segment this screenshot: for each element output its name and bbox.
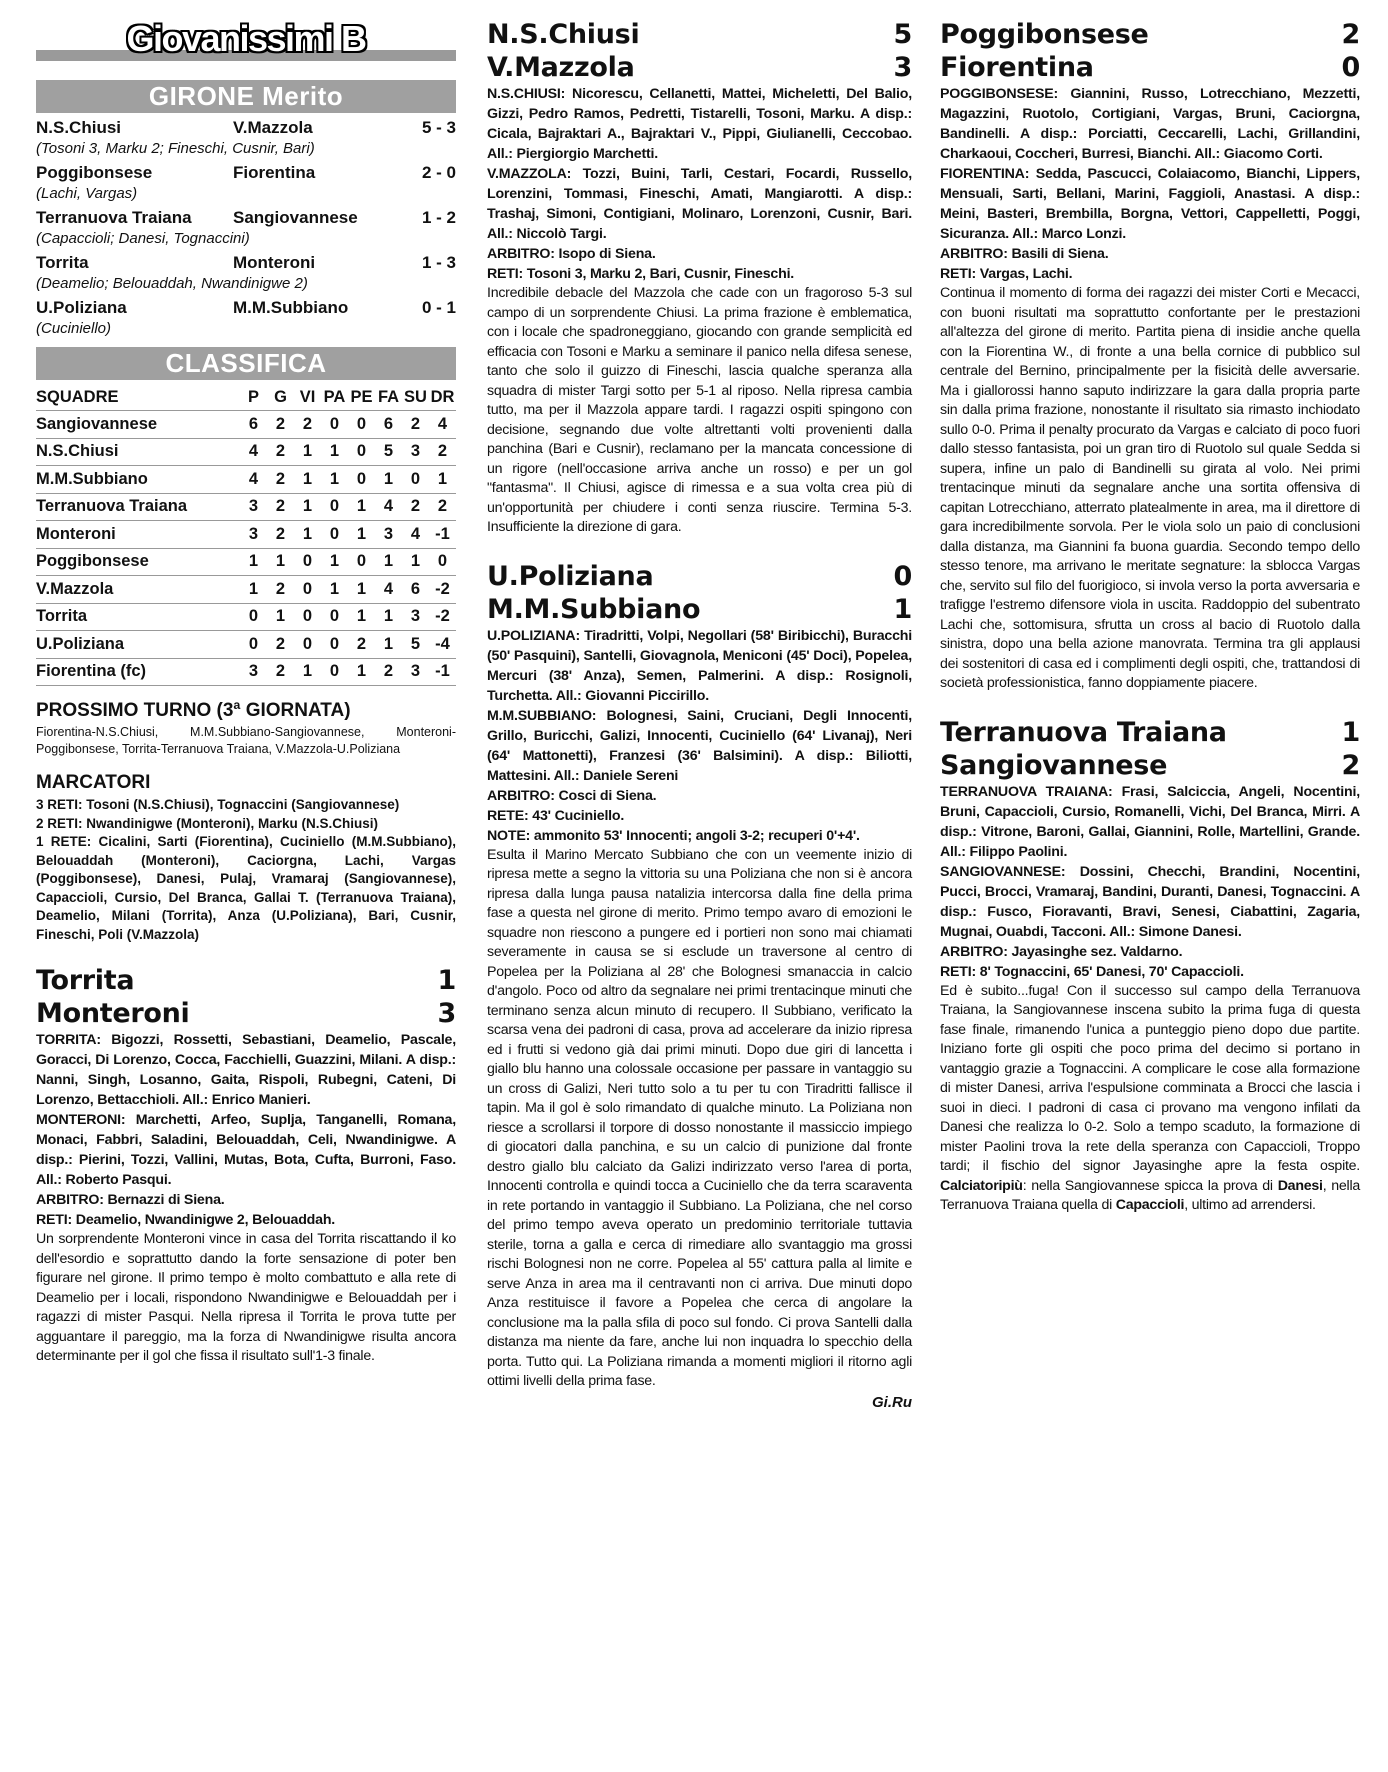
lineup-home: U.POLIZIANA: Tiradritti, Volpi, Negollari (58' Biribicchi), Buracchi (50' Pasquini), Santelli, Giovagnola, Meniconi (45' Doci), Popelea, Mercuri (38' Anza), Semen, Palmerini. A disp.: Rosignoli, Turchetta. All.: Giovanni Piccirillo. bbox=[487, 627, 912, 704]
match-team-away bbox=[487, 593, 912, 626]
standings-value: 1 bbox=[348, 576, 375, 604]
standings-value: 5 bbox=[402, 631, 429, 659]
report-body: Incredibile debacle del Mazzola che cade con un fragoroso 5-3 sul campo di un sorprendente Chiusi. La prima frazione è emblematica, con i locale che spadroneggiano, giocando con grande semplicità ed efficacia con Tosoni e Marku a seminare il panico nella difesa senese, tanto che solo il guizzo di Fineschi, lascia qualche speranza alla squadra di mister Targi sotto per 5-1 al riposo. Nella ripresa cambia tutto, ma per il Mazzola appare tardi. I ragazzi ospiti spingono con decisione, segnando due volte altrettanti volti provenienti dalla panchina (Bari e Cusnir), reclamano per la mancata concessione di un rigore (nell'occasione arriva anche un rosso) e per un gol "fantasma". Il Chiusi, agisce di rimessa e a sua volta crea più di un'opportunità per chiudere i conti senza riuscire. Termina 5-3. Insufficiente la direzione di gara. bbox=[487, 285, 912, 535]
standings-value: 1 bbox=[321, 548, 348, 576]
standings-row bbox=[36, 603, 456, 631]
standings-value: 1 bbox=[429, 466, 456, 494]
match-team-home bbox=[487, 18, 912, 51]
page-title: Giovanissimi B bbox=[126, 18, 366, 59]
standings-value: 0 bbox=[321, 411, 348, 439]
result-scorers: (Tosoni 3, Marku 2; Fineschi, Cusnir, Bari) bbox=[36, 140, 315, 157]
goals: RETI: 8' Tognaccini, 65' Danesi, 70' Capaccioli. bbox=[940, 963, 1244, 980]
standings-value: 0 bbox=[321, 521, 348, 549]
standings-value: 0 bbox=[321, 603, 348, 631]
column-3 bbox=[940, 18, 1360, 1216]
standings-value: 1 bbox=[321, 438, 348, 466]
standings-value: 1 bbox=[321, 466, 348, 494]
standings-header-row bbox=[36, 384, 456, 411]
result-scorers: (Capaccioli; Danesi, Tognaccini) bbox=[36, 230, 250, 247]
results-list bbox=[36, 117, 456, 339]
standings-value: 1 bbox=[294, 466, 321, 494]
standings-value: 3 bbox=[240, 493, 267, 521]
standings-value: 0 bbox=[348, 438, 375, 466]
standings-team: M.M.Subbiano bbox=[36, 466, 240, 494]
standings-value: 2 bbox=[267, 438, 294, 466]
match-team-away bbox=[940, 749, 1360, 782]
lineup-away: M.M.SUBBIANO: Bolognesi, Saini, Cruciani, Degli Innocenti, Grillo, Buricchi, Galizi, Innocenti, Cuciniello (64' Livanaj), Neri (64' Mattonetti), Franzesi (36' Balsimini). A disp.: Biliotti, Mattesini. All.: Daniele Sereni bbox=[487, 707, 912, 784]
result-home-team: N.S.Chiusi bbox=[36, 118, 122, 137]
girone-heading: GIRONE Merito bbox=[36, 80, 456, 113]
match-report-terranuova bbox=[940, 716, 1360, 1216]
result-score: 0 - 1 bbox=[421, 298, 456, 317]
standings-value: 1 bbox=[348, 493, 375, 521]
standings-value: -1 bbox=[429, 521, 456, 549]
standings-value: 4 bbox=[240, 466, 267, 494]
result-row bbox=[36, 207, 456, 229]
home-score: 2 bbox=[1341, 19, 1360, 50]
home-score: 1 bbox=[1341, 716, 1360, 748]
match-team-away bbox=[36, 997, 456, 1030]
result-away-team: Fiorentina bbox=[233, 163, 316, 182]
home-score: 0 bbox=[893, 560, 912, 592]
standings-value: 0 bbox=[321, 631, 348, 659]
standings-value: 1 bbox=[402, 548, 429, 576]
standings-value: 1 bbox=[348, 521, 375, 549]
result-row bbox=[36, 162, 456, 184]
standings-team: Torrita bbox=[36, 603, 240, 631]
standings-value: 2 bbox=[267, 658, 294, 686]
author-signature: Gi.Ru bbox=[872, 1393, 912, 1411]
standings-column-header: DR bbox=[429, 384, 456, 411]
match-notes: NOTE: ammonito 53' Innocenti; angoli 3-2; recuperi 0'+4'. bbox=[487, 827, 860, 844]
standings-value: -4 bbox=[429, 631, 456, 659]
match-team-away bbox=[487, 51, 912, 84]
standings-value: 1 bbox=[375, 603, 402, 631]
result-scorers: (Deamelio; Belouaddah, Nwandinigwe 2) bbox=[36, 275, 308, 292]
standings-team: N.S.Chiusi bbox=[36, 438, 240, 466]
marcatori-line: 2 RETI: Nwandinigwe (Monteroni), Marku (N.S.Chiusi) bbox=[36, 815, 379, 831]
standings-value: 0 bbox=[429, 548, 456, 576]
result-score: 5 - 3 bbox=[421, 118, 456, 137]
result-score: 2 - 0 bbox=[421, 163, 456, 182]
standings-value: 2 bbox=[294, 411, 321, 439]
standings-column-header: G bbox=[267, 384, 294, 411]
standings-value: 1 bbox=[294, 438, 321, 466]
standings-column-header: SQUADRE bbox=[36, 384, 240, 411]
section-title-banner bbox=[36, 18, 456, 66]
highlight-label: Danesi bbox=[1277, 1177, 1323, 1194]
standings-row bbox=[36, 493, 456, 521]
home-team: Poggibonsese bbox=[940, 19, 1149, 50]
standings-value: 5 bbox=[375, 438, 402, 466]
match-team-home bbox=[940, 716, 1360, 749]
highlight-label: Calciatoripiù bbox=[940, 1177, 1023, 1194]
standings-value: 6 bbox=[402, 576, 429, 604]
goals: RETE: 43' Cuciniello. bbox=[487, 807, 625, 824]
standings-value: 1 bbox=[267, 603, 294, 631]
standings-column-header: FA bbox=[375, 384, 402, 411]
home-team: Terranuova Traiana bbox=[940, 716, 1227, 748]
standings-value: 1 bbox=[240, 576, 267, 604]
lineup-away: MONTERONI: Marchetti, Arfeo, Suplja, Tanganelli, Romana, Monaci, Fabbri, Saladini, Belouaddah, Celi, Nwandinigwe. A disp.: Pierini, Tozzi, Vallini, Mutas, Bota, Cufta, Burroni, Faso. All.: Roberto Pasqui. bbox=[36, 1112, 456, 1188]
lineup-away: V.MAZZOLA: Tozzi, Buini, Tarli, Cestari, Focardi, Russello, Lorenzini, Tommasi, Fineschi, Amati, Mangiarotti. A disp.: Trashaj, Simoni, Contigiani, Molinaro, Lorenzoni, Cusnir, Bari. All.: Niccolò Targi. bbox=[487, 166, 912, 242]
match-report-poliziana bbox=[487, 560, 912, 1411]
standings-column-header: PA bbox=[321, 384, 348, 411]
marcatori-line: 1 RETE: Cicalini, Sarti (Fiorentina), Cuciniello (M.M.Subbiano), Belouaddah (Monteroni), Caciorgna, Lachi, Vargas (Poggibonsese), Danesi, Pulaj, Vramaraj (Sangiovannese), Capaccioli, Cursio, Del Branca, Gallai T. (Terranuova Traiana), Deamelio, Milani (Torrita), Anza (U.Poliziana), Bari, Cusnir, Fineschi, Poli (V.Mazzola) bbox=[36, 834, 456, 942]
result-away-team: Sangiovannese bbox=[233, 208, 358, 227]
home-score: 5 bbox=[893, 19, 912, 50]
standings-row bbox=[36, 548, 456, 576]
away-score: 1 bbox=[893, 593, 912, 625]
standings-value: 2 bbox=[267, 411, 294, 439]
standings-team: Terranuova Traiana bbox=[36, 493, 240, 521]
standings-row bbox=[36, 521, 456, 549]
goals: RETI: Deamelio, Nwandinigwe 2, Belouaddah. bbox=[36, 1212, 336, 1228]
standings-row bbox=[36, 658, 456, 686]
standings-value: 2 bbox=[375, 658, 402, 686]
marcatori-heading: MARCATORI bbox=[36, 772, 151, 793]
standings-column-header: PE bbox=[348, 384, 375, 411]
standings-value: 4 bbox=[240, 438, 267, 466]
standings-value: 4 bbox=[375, 493, 402, 521]
standings-value: 2 bbox=[348, 631, 375, 659]
report-body: Continua il momento di forma dei ragazzi dei mister Corti e Mecacci, con buoni risultati ma soprattutto confortante per le prestazioni all'altezza del girone di merito. Partita piena di insidie anche quella con la Fiorentina W., di fronte a una bella cornice di pubblico sul centrale del Bernino, principalmente per la fisicità delle avversarie. Ma i giallorossi hanno saputo indirizzare la gara dalla propria parte sin dalla prima frazione, nonostante il risultato sia rimasto inchiodato sullo 0-0. Prima il penalty procurato da Vargas e calciato di poco fuori dallo stesso fantasista, poi un gran tiro di Ruotolo sul quale Sedda si supera, infine un palo di Bandinelli su girata al volo. Nei primi trentacinque minuti da segnalare anche una sortita offensiva di capitan Lotrecchiano, atterrato platealmente in area, ma il direttore di gara incredibilmente sorvola. Per le viola solo un paio di conclusioni dalla distanza, ma Giannini fa buona guardia. Secondo tempo dello stesso tenore, ma arrivano le meritate segnature: la sblocca Vargas che, servito sul filo del fuorigioco, si invola verso la porta avversaria e trafigge l'estremo difensore viola in uscita. Raddoppio del subentrato Lachi che, sottomisura, sfrutta un cross al bacio di Ruotolo dalla sinistra, dopo una bella azione manovrata. Termina tra gli applausi dei sostenitori di casa ed i complimenti degli ospiti, che, trattandosi di società professionistica, fanno doppiamente piacere. bbox=[940, 285, 1360, 691]
standings-value: 0 bbox=[402, 466, 429, 494]
lineup-away: FIORENTINA: Sedda, Pascucci, Colaiacomo, Bianchi, Lippers, Mensuali, Sarti, Bellani, Marini, Faggioli, Anastasi. A disp.: Meini, Basteri, Brembilla, Borgna, Vettori, Cappelletti, Poggi, Sicuranza. All.: Marco Lonzi. bbox=[940, 166, 1360, 242]
highlight-text: , nella Terranuova Traiana quella di bbox=[940, 1177, 1360, 1213]
standings-column-header: SU bbox=[402, 384, 429, 411]
standings-value: 0 bbox=[294, 603, 321, 631]
away-team: Sangiovannese bbox=[940, 749, 1168, 781]
standings-value: 1 bbox=[348, 658, 375, 686]
standings-value: 2 bbox=[402, 411, 429, 439]
match-team-home bbox=[36, 964, 456, 997]
away-team: Monteroni bbox=[36, 998, 190, 1029]
standings-value: 4 bbox=[375, 576, 402, 604]
standings-value: 2 bbox=[267, 466, 294, 494]
report-body: Esulta il Marino Mercato Subbiano che con un veemente inizio di ripresa mette a segno la vittoria su una Poliziana che non si è ancora ripresa dalla lunga pausa natalizia intercorsa dalla fine della prima fase a questa nel girone di merito. Primo tempo avaro di emozioni le squadre non riescono a pungere ed i portieri non sono mai chiamati severamente in causa se si esclude un traversone al centro di Popelea per la Poliziana al 28' che Bolognesi smanaccia in calcio d'angolo. Poco od altro da segnalare nei primi trentacinque minuti che terminano senza alcun minuto di recupero. Il Subbiano, verificato la scarsa vena dei padroni di casa, prova ad accelerare da inizio ripresa ed i frutti si vedono già dai primi minuti. Dopo due giri di lancetta i giallo blu hanno una colossale occasione per passare in vantaggio su un cross di Galizi, Neri tutto solo a tu per tu con Tiradritti fallisce il tapin. Ma il gol è solo rimandato di qualche minuto. La Poliziana non riesce a scrollarsi il torpore di dosso nonostante il massiccio impiego di giocatori dalla panchina, e su un calcio di punizione dal fronte destro giallo blu calciato da Galizi indirizzato verso l'area di porta, Innocenti controlla e quindi tocca a Cuciniello che da terra scaraventa in rete portando in vantaggio il Subbiano. La Poliziana, che nel corso del primo tempo aveva operato un predominio territoriale tuttavia sterile, torna a galla e cerca di rimediare allo svantaggio ma grossi rischi Bolognesi non ne corre. Popelea al 55' cattura palla al limite e serve Anza in area ma il centravanti non ci arriva. Due minuti dopo Anza restituisce il favore a Popelea che cerca di angolare la conclusione ma la palla sfila di poco sul fondo. Ci prova Santelli dalla distanza ma niente da fare, anche lui non inquadra lo specchio della porta. Tutto qui. La Poliziana rimanda a momenti migliori il ritorno agli ottimi livelli della prima fase. bbox=[487, 846, 912, 1389]
result-row bbox=[36, 252, 456, 274]
standings-value: 1 bbox=[240, 548, 267, 576]
match-team-home bbox=[487, 560, 912, 593]
match-team-away bbox=[940, 51, 1360, 84]
goals: RETI: Vargas, Lachi. bbox=[940, 266, 1073, 282]
result-row bbox=[36, 117, 456, 139]
standings-value: 2 bbox=[429, 438, 456, 466]
standings-team: Poggibonsese bbox=[36, 548, 240, 576]
away-score: 3 bbox=[893, 52, 912, 83]
match-report-torrita bbox=[36, 964, 456, 1367]
match-report-chiusi bbox=[487, 18, 912, 538]
standings-value: 1 bbox=[321, 576, 348, 604]
away-team: M.M.Subbiano bbox=[487, 593, 701, 625]
result-row bbox=[36, 297, 456, 319]
result-away-team: Monteroni bbox=[233, 253, 316, 272]
standings-value: 6 bbox=[375, 411, 402, 439]
standings-value: 0 bbox=[240, 631, 267, 659]
away-score: 2 bbox=[1341, 749, 1360, 781]
report-body-main: Ed è subito...fuga! Con il successo sul campo della Terranuova Traiana, la Sangiovannese inscena subito la prima fuga di questa fase finale, rimanendo l'unica a punteggio pieno dopo due partite. Iniziano forte gli ospiti che poco prima del decimo si portano in vantaggio grazie a Tognaccini. A complicare le cose alla formazione di mister Danesi, arriva l'espulsione comminata a Brocci che lascia i suoi in dieci. I padroni di casa ci provano ma vengono infilati da Danesi che realizza lo 0-2. Solo a tempo scaduto, la formazione di mister Paolini trova la rete della speranza con Capaccioli, Troppo tardi; il fischio del signor Jayasinghe apre la festa ospite. bbox=[940, 982, 1360, 1174]
standings-value: 0 bbox=[348, 548, 375, 576]
away-score: 3 bbox=[437, 998, 456, 1029]
report-body bbox=[940, 982, 1360, 1216]
standings-value: 2 bbox=[267, 576, 294, 604]
standings-value: 1 bbox=[294, 658, 321, 686]
away-team: Fiorentina bbox=[940, 52, 1094, 83]
prossimo-turno-text: Fiorentina-N.S.Chiusi, M.M.Subbiano-Sangiovannese, Monteroni-Poggibonsese, Torrita-Terranuova Traiana, V.Mazzola-U.Poliziana bbox=[36, 725, 456, 756]
result-away-team: V.Mazzola bbox=[233, 118, 313, 137]
lineup-away: SANGIOVANNESE: Dossini, Checchi, Brandini, Nocentini, Pucci, Brocci, Vramaraj, Bandini, Duranti, Danesi, Tognaccini. A disp.: Fusco, Fioravanti, Bravi, Senesi, Ciabattini, Zagaria, Mugnai, Ouabdi, Tacconi. All.: Simone Danesi. bbox=[940, 863, 1360, 940]
standings-value: -1 bbox=[429, 658, 456, 686]
standings-value: 0 bbox=[240, 603, 267, 631]
standings-value: 3 bbox=[375, 521, 402, 549]
standings-value: 2 bbox=[402, 493, 429, 521]
result-away-team: M.M.Subbiano bbox=[233, 298, 349, 317]
result-home-team: Terranuova Traiana bbox=[36, 208, 192, 227]
standings-value: 0 bbox=[321, 493, 348, 521]
result-scorers: (Lachi, Vargas) bbox=[36, 185, 138, 202]
standings-value: 1 bbox=[348, 603, 375, 631]
standings-value: 3 bbox=[240, 521, 267, 549]
prossimo-turno-heading: PROSSIMO TURNO (3ª GIORNATA) bbox=[36, 700, 351, 721]
standings-value: 2 bbox=[429, 493, 456, 521]
report-body: Un sorprendente Monteroni vince in casa del Torrita riscattando il ko dell'esordio e soprattutto dando la forte sensazione di poter ben figurare nel girone. Il primo tempo è molto combattuto e alla rete di Deamelio per i locali, rispondono Nwandinigwe e Belouaddah per i ragazzi di mister Pasqui. Nella ripresa il Torrita le prova tutte per agguantare il pareggio, ma la forza di Nwandinigwe risulta ancora determinante per il gol che fissa il risultato sull'1-3 finale. bbox=[36, 1231, 456, 1364]
marcatori-line: 3 RETI: Tosoni (N.S.Chiusi), Tognaccini (Sangiovannese) bbox=[36, 797, 400, 812]
lineup-home: N.S.CHIUSI: Nicorescu, Cellanetti, Mattei, Micheletti, Del Balio, Gizzi, Pedro Ramos, Pedretti, Tistarelli, Tosoni, Marku. A disp.: Cicala, Bajraktari A., Bajraktari V., Pippi, Giulianelli, Ceccobao. All.: Piergiorgio Marchetti. bbox=[487, 86, 912, 162]
standings-value: 3 bbox=[240, 658, 267, 686]
standings-team: U.Poliziana bbox=[36, 631, 240, 659]
standings-row bbox=[36, 411, 456, 439]
standings-value: 3 bbox=[402, 658, 429, 686]
standings-value: 1 bbox=[375, 631, 402, 659]
standings-body bbox=[36, 411, 456, 686]
referee: ARBITRO: Jayasinghe sez. Valdarno. bbox=[940, 943, 1183, 960]
classifica-heading: CLASSIFICA bbox=[36, 347, 456, 380]
standings-value: 0 bbox=[294, 548, 321, 576]
standings-value: 2 bbox=[267, 631, 294, 659]
standings-team: Monteroni bbox=[36, 521, 240, 549]
result-home-team: U.Poliziana bbox=[36, 298, 127, 317]
standings-row bbox=[36, 631, 456, 659]
referee: ARBITRO: Cosci di Siena. bbox=[487, 787, 657, 804]
standings-team: Fiorentina (fc) bbox=[36, 658, 240, 686]
column-2 bbox=[487, 18, 912, 1411]
standings-row bbox=[36, 576, 456, 604]
highlight-text: , ultimo ad arrendersi. bbox=[1184, 1197, 1316, 1213]
standings-value: 0 bbox=[294, 631, 321, 659]
highlight-label: Capaccioli bbox=[1115, 1197, 1185, 1213]
standings-value: -2 bbox=[429, 576, 456, 604]
standings-value: 1 bbox=[267, 548, 294, 576]
standings-row bbox=[36, 466, 456, 494]
standings-value: 1 bbox=[294, 493, 321, 521]
standings-row bbox=[36, 438, 456, 466]
standings-value: 6 bbox=[240, 411, 267, 439]
result-score: 1 - 3 bbox=[421, 253, 456, 272]
standings-value: -2 bbox=[429, 603, 456, 631]
highlight-text: : nella Sangiovannese spicca la prova di bbox=[1022, 1177, 1278, 1194]
standings-value: 0 bbox=[348, 411, 375, 439]
result-home-team: Torrita bbox=[36, 253, 89, 272]
referee: ARBITRO: Bernazzi di Siena. bbox=[36, 1192, 225, 1208]
standings-value: 0 bbox=[321, 658, 348, 686]
standings-value: 3 bbox=[402, 603, 429, 631]
standings-value: 2 bbox=[267, 493, 294, 521]
result-score: 1 - 2 bbox=[421, 208, 456, 227]
standings-value: 3 bbox=[402, 438, 429, 466]
lineup-home: POGGIBONSESE: Giannini, Russo, Lotrecchiano, Mezzetti, Magazzini, Ruotolo, Cortigiani, Vargas, Bruni, Caciorgna, Bandinelli. A disp.: Porciatti, Ceccarelli, Lachi, Grillandini, Charkaoui, Coccheri, Burresi, Bianchi. All.: Giacomo Corti. bbox=[940, 86, 1360, 162]
standings-value: 1 bbox=[375, 466, 402, 494]
home-team: Torrita bbox=[36, 965, 135, 996]
away-team: V.Mazzola bbox=[487, 52, 635, 83]
home-team: N.S.Chiusi bbox=[487, 19, 640, 50]
standings-value: 0 bbox=[348, 466, 375, 494]
goals: RETI: Tosoni 3, Marku 2, Bari, Cusnir, Fineschi. bbox=[487, 266, 795, 282]
standings-column-header: VI bbox=[294, 384, 321, 411]
referee: ARBITRO: Basili di Siena. bbox=[940, 246, 1109, 262]
lineup-home: TORRITA: Bigozzi, Rossetti, Sebastiani, Deamelio, Pascale, Goracci, Di Lorenzo, Cocca, Facchielli, Guazzini, Milani. A disp.: Nanni, Singh, Losanno, Gaita, Rispoli, Rubegni, Cateni, Di Lorenzo, Bettacchioli. All.: Enrico Manieri. bbox=[36, 1032, 456, 1108]
result-scorers: (Cuciniello) bbox=[36, 320, 112, 337]
standings-table bbox=[36, 384, 456, 686]
away-score: 0 bbox=[1341, 52, 1360, 83]
match-report-poggibonsese bbox=[940, 18, 1360, 694]
referee: ARBITRO: Isopo di Siena. bbox=[487, 246, 656, 262]
standings-value: 4 bbox=[402, 521, 429, 549]
standings-value: 1 bbox=[375, 548, 402, 576]
home-team: U.Poliziana bbox=[487, 560, 654, 592]
standings-column-header: P bbox=[240, 384, 267, 411]
standings-team: V.Mazzola bbox=[36, 576, 240, 604]
result-home-team: Poggibonsese bbox=[36, 163, 153, 182]
column-1 bbox=[36, 18, 456, 1367]
standings-value: 0 bbox=[294, 576, 321, 604]
standings-team: Sangiovannese bbox=[36, 411, 240, 439]
standings-value: 2 bbox=[267, 521, 294, 549]
lineup-home: TERRANUOVA TRAIANA: Frasi, Salciccia, Angeli, Nocentini, Bruni, Capaccioli, Cursio, Romanelli, Vichi, Del Branca, Mirri. A disp.: Vitrone, Baroni, Gallai, Giannini, Rolle, Martellini, Grande. All.: Filippo Paolini. bbox=[940, 783, 1360, 860]
standings-value: 4 bbox=[429, 411, 456, 439]
match-team-home bbox=[940, 18, 1360, 51]
standings-value: 1 bbox=[294, 521, 321, 549]
home-score: 1 bbox=[437, 965, 456, 996]
